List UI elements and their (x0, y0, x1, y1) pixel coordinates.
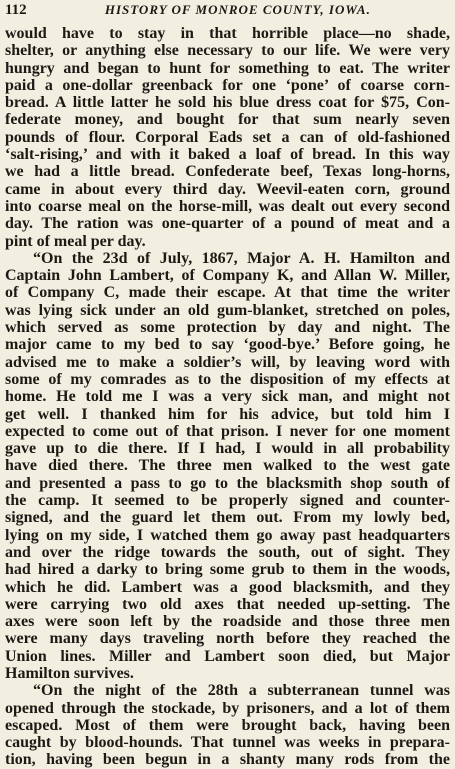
text-line: which served as some protection by day and night. The (5, 319, 450, 337)
text-line: major came to my bed to say ‘good-bye.’ Before going, he (5, 336, 450, 354)
text-line: Hamilton survives. (5, 664, 134, 682)
text-line: ‘salt-rising,’ and with it baked a loaf of bread. In this way (5, 146, 450, 164)
text-line: and over the ridge towards the south, out of sight. They (5, 543, 450, 561)
text-line: bread. A little latter he sold his blue dress coat for $75, Con- (5, 94, 450, 112)
text-line: get well. I thanked him for his advice, but told him I (5, 405, 450, 423)
text-line: advised me to make a soldier’s will, by leaving word with (5, 353, 450, 371)
text-line: home. He told me I was a very sick man, and might not (5, 388, 450, 406)
text-line: paid a one-dollar greenback for one ‘pone’ of coarse corn- (5, 76, 450, 94)
text-line: lying on my side, I watched them go away past headquarters (5, 526, 450, 544)
running-head: HISTORY OF MONROE COUNTY, IOWA. (104, 2, 371, 17)
text-line: day. The ration was one-quarter of a pound of meat and a (5, 215, 450, 233)
text-line: opened through the stockade, by prisoners, and a lot of them (5, 699, 450, 717)
text-line: signed, and the guard let them out. From my lowly bed, (5, 509, 450, 527)
page-header (5, 2, 449, 22)
text-line: pint of meal per day. (5, 232, 146, 250)
text-line: “On the 23d of July, 1867, Major A. H. Hamilton and (33, 249, 450, 267)
text-line: of Company C, made their escape. At that time the writer (5, 284, 450, 302)
body-text (5, 25, 450, 769)
text-line: had hired a darky to bring some grub to them in the woods, (5, 561, 450, 579)
text-line: federate money, and bought for that sum nearly seven (5, 111, 450, 129)
text-line: have died there. The three men walked to the west gate (5, 457, 450, 475)
text-line: were many days traveling north before they reached the (5, 630, 450, 648)
text-line: caught by blood-hounds. That tunnel was weeks in prepara- (5, 734, 450, 752)
text-line: “On the night of the 28th a subterranean tunnel was (33, 682, 450, 700)
text-line: the camp. It seemed to be properly signed and counter- (5, 492, 450, 510)
text-line: would have to stay in that horrible place—no shade, (5, 25, 450, 42)
text-line: was lying sick under an old gum-blanket, stretched on poles, (5, 301, 450, 319)
text-line: pounds of flour. Corporal Eads set a can of old-fashioned (5, 128, 450, 146)
text-line: which he did. Lambert was a good blacksmith, and they (5, 578, 450, 596)
text-line: we had a little bread. Confederate beef, Texas long-horns, (5, 163, 450, 181)
text-line: escaped. Most of them were brought back, having been (5, 716, 450, 734)
text-line: Captain John Lambert, of Company K, and Allan W. Miller, (5, 267, 450, 285)
text-line: and presented a pass to go to the blacksmith shop south of (5, 474, 450, 492)
text-line: axes were soon left by the roadside and those three men (5, 613, 450, 631)
text-line: into coarse meal on the horse-mill, was dealt out every second (5, 197, 450, 215)
text-line: gave up to die there. If I had, I would in all probability (5, 440, 450, 458)
text-line: some of my comrades as to the disposition of my effects at (5, 370, 450, 388)
text-line: came in about every third day. Weevil-eaten corn, ground (5, 180, 450, 198)
text-line: tion, having been begun in a shanty many rods from the (5, 751, 450, 769)
text-line: expected to come out of that prison. I never for one moment (5, 422, 450, 440)
text-line: shelter, or anything else necessary to our life. We were very (5, 42, 450, 60)
text-line: Union lines. Miller and Lambert soon died, but Major (5, 647, 450, 665)
text-line: were carrying two old axes that needed up-setting. The (5, 595, 450, 613)
page-number: 112 (5, 2, 27, 18)
text-line: hungry and began to hunt for something to eat. The writer (5, 59, 450, 77)
